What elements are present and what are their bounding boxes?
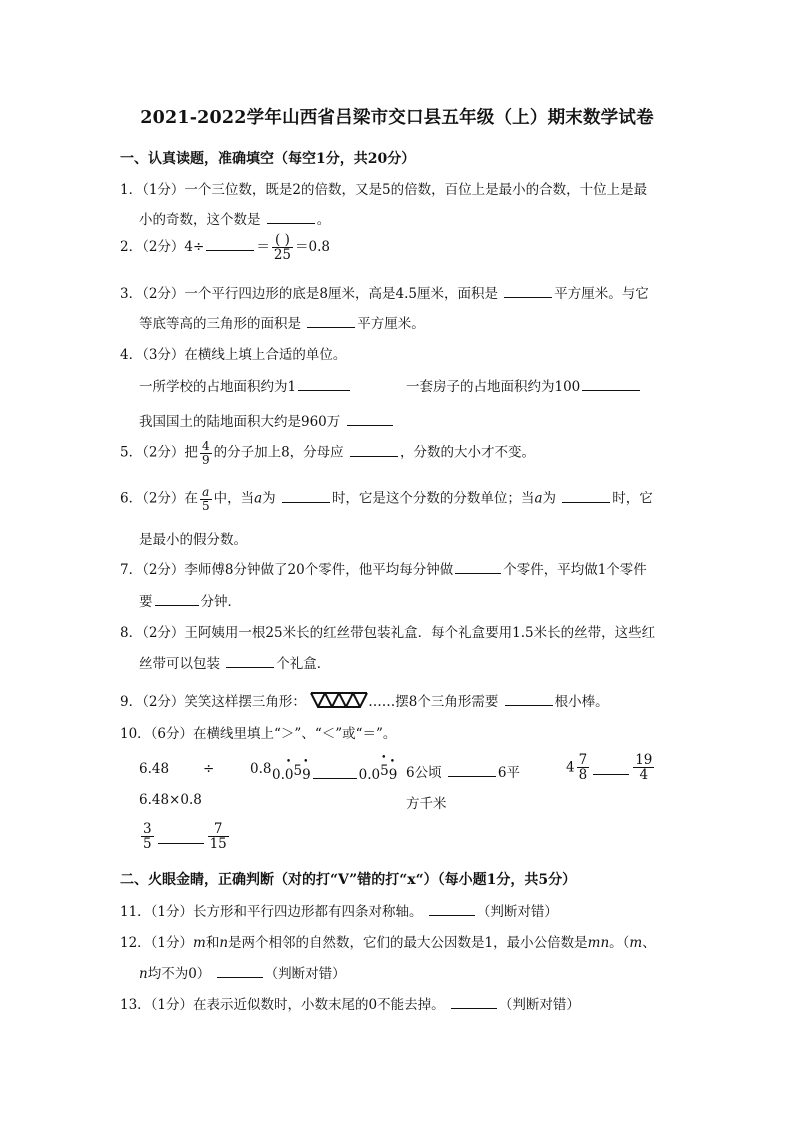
compare-5 [139,822,231,851]
answer-blank[interactable] [350,442,398,457]
answer-blank[interactable] [267,209,315,224]
judge-hint: （判断对错） [498,997,580,1013]
hectare-value: 6公顷 [406,765,442,781]
denominator: 5 [201,498,210,513]
question-8-line-2 [139,652,330,672]
digit: 5 [293,763,303,779]
denominator: 4 [639,767,649,784]
denominator: 15 [209,836,227,853]
answer-blank[interactable] [455,559,501,574]
question-12-text-4: 。（ [609,935,630,951]
repeating-digit: • 0 [285,767,294,783]
question-6-text-2: 中，当 [213,490,255,507]
question-9 [120,690,609,710]
answer-blank[interactable] [307,313,355,328]
question-12-text: 12．（1分） [120,935,194,951]
variable-a: a [534,490,543,507]
question-3-text-2: 平方厘米。与它 [554,286,649,302]
numerator: 7 [208,822,229,837]
question-12-text-6: 均不为0） [147,966,211,982]
numerator: 4 [201,439,210,453]
question-12-line-2 [139,962,346,982]
question-2-end: ＝0.8 [295,239,331,256]
question-6-text-3: 为 [262,490,276,507]
answer-blank[interactable] [505,691,553,706]
decimal-part: 0.0 [358,767,381,783]
answer-blank[interactable] [593,760,629,775]
denominator: 5 [143,836,152,853]
fraction [208,822,229,851]
question-6-line-2: 是最小的假分数。 [139,532,247,548]
answer-blank[interactable] [448,762,496,777]
question-4-text-3: 我国国土的陆地面积大约是960万 [139,414,341,430]
question-7-text: 7．（2分）李师傅8分钟做了20个零件，他平均每分钟做 [120,562,454,578]
compare-1-c: 6.48×0.8 [139,792,202,808]
repeating-digit: • 9 [389,767,398,783]
triangles-figure [310,692,368,708]
question-4-item-3 [139,410,395,430]
answer-blank[interactable] [582,376,640,391]
compare-1-a: 6.48 [139,761,170,777]
answer-blank[interactable] [155,591,199,606]
question-7-text-2: 个零件，平均做1个零件 [503,562,647,578]
question-12-text-5: 、 [642,935,656,951]
answer-blank[interactable] [206,236,254,251]
judge-hint: （判断对错） [264,966,346,982]
question-11 [120,900,558,920]
answer-blank[interactable] [451,994,497,1009]
variable-m: m [629,935,643,951]
equals-sign: ＝ [256,239,270,256]
variable-n: n [219,935,229,951]
question-7-line-1 [120,558,647,578]
decimal-part: 0. [272,767,285,783]
question-7-end: 分钟． [200,594,241,610]
compare-3-unit: 方千米 [406,796,447,812]
question-9-text: 9．（2分）笑笑这样摆三角形： [120,694,306,710]
question-5-text: 5．（2分）把 [120,444,198,461]
question-8-end: 个礼盒． [276,656,331,672]
question-2-text: 2．（2分）4÷ [120,239,205,256]
question-11-text: 11．（1分）长方形和平行四边形都有四条对称轴。 [120,904,423,920]
question-6-text-4: 时，它是这个分数的分数单位；当 [331,490,535,507]
variable-m: m [193,935,206,951]
denominator: 9 [201,452,210,467]
question-7-text-3: 要 [139,594,153,610]
question-5-text-2: 的分子加上8，分母应 [213,444,344,461]
fraction [577,753,590,782]
answer-blank[interactable] [158,829,204,844]
question-7-line-2 [139,590,241,610]
question-3-text: 3．（2分）一个平行四边形的底是8厘米，高是4.5厘米，面积是 [120,286,498,302]
variable-a: a [254,490,263,507]
fraction [200,486,212,512]
question-4: 4．（3分）在横线上填上合适的单位。 [120,347,347,363]
square-km-value: 6平 [497,765,520,781]
fraction [141,822,154,851]
numerator: 7 [578,752,588,768]
question-3-line-1 [120,282,649,302]
question-3-line-2 [139,312,425,332]
variable-n: n [139,966,148,982]
variable-mn: mn [587,935,610,951]
section-1-heading: 一、认真读题，准确填空（每空1分，共20分） [120,151,416,167]
numerator[interactable]: ( ) [272,233,293,248]
question-13 [120,993,580,1013]
question-6-text: 6．（2分）在 [120,490,198,507]
numerator: 3 [143,821,152,837]
compare-2 [272,764,397,783]
question-6-text-5: 为 [542,490,556,507]
compare-1-b: 0.8 [250,761,272,777]
question-1-line-1: 1．（1分）一个三位数，既是2的倍数，又是5的倍数，百位上是最小的合数，十位上是最 [120,182,648,198]
page-title: 2021-2022学年山西省吕梁市交口县五年级（上）期末数学试卷 [140,108,654,128]
answer-blank[interactable] [298,376,350,391]
question-4-item-1 [139,375,352,395]
question-9-text-2: ……摆8个三角形需要 [368,694,499,710]
denominator: 8 [578,767,588,784]
question-5 [120,440,535,466]
question-12-line-1 [120,931,656,951]
whole-number: 4 [566,759,575,776]
question-5-end: ，分数的大小才不变。 [399,444,535,461]
answer-blank[interactable] [562,488,610,503]
answer-blank[interactable] [217,963,263,978]
repeating-digit: • 5 [380,763,389,779]
question-6-line-1 [120,486,653,512]
question-1-line-2 [139,208,330,228]
answer-blank[interactable] [226,653,274,668]
compare-4 [566,753,656,782]
fraction [633,753,654,782]
question-8-text: 丝带可以包装 [139,656,220,672]
compare-3 [406,761,520,781]
fraction [272,233,293,262]
numerator: a [200,486,212,500]
question-12-text-2: 和 [205,935,220,951]
divide-sign: ÷ [203,761,215,777]
numerator: 19 [635,752,653,768]
question-8-line-1: 8．（2分）王阿姨用一根25米长的红丝带包装礼盒．每个礼盒要用1.5米长的丝带，这些红 [120,625,656,641]
question-1-text: 小的奇数，这个数是 [139,212,261,228]
answer-blank[interactable] [313,764,357,779]
answer-blank[interactable] [429,901,475,916]
question-4-text-1: 一所学校的占地面积约为1 [139,379,297,395]
judge-hint: （判断对错） [476,904,558,920]
question-4-text-2: 一套房子的占地面积约为100 [406,379,581,395]
answer-blank[interactable] [504,283,552,298]
question-4-item-2 [406,375,642,395]
question-13-text: 13．（1分）在表示近似数时，小数末尾的0不能去掉。 [120,997,445,1013]
question-1-end: 。 [316,212,331,228]
question-3-end: 平方厘米。 [357,316,425,332]
answer-blank[interactable] [347,411,393,426]
denominator: 25 [273,247,292,264]
question-2 [120,233,330,262]
answer-blank[interactable] [282,488,330,503]
question-3-text-3: 等底等高的三角形的面积是 [139,316,301,332]
fraction [200,440,212,466]
question-12-text-3: 是两个相邻的自然数，它们的最大公因数是1，最小公倍数是 [228,935,588,951]
question-9-end: 根小棒。 [554,694,609,710]
repeating-digit: • 9 [302,767,311,783]
section-2-heading: 二、火眼金睛，正确判断（对的打“V”错的打“x“）（每小题1分，共5分） [120,872,577,888]
question-10: 10．（6分）在横线里填上“＞”、“＜”或“＝”。 [120,726,397,742]
question-6-text-6: 时，它 [612,490,653,507]
